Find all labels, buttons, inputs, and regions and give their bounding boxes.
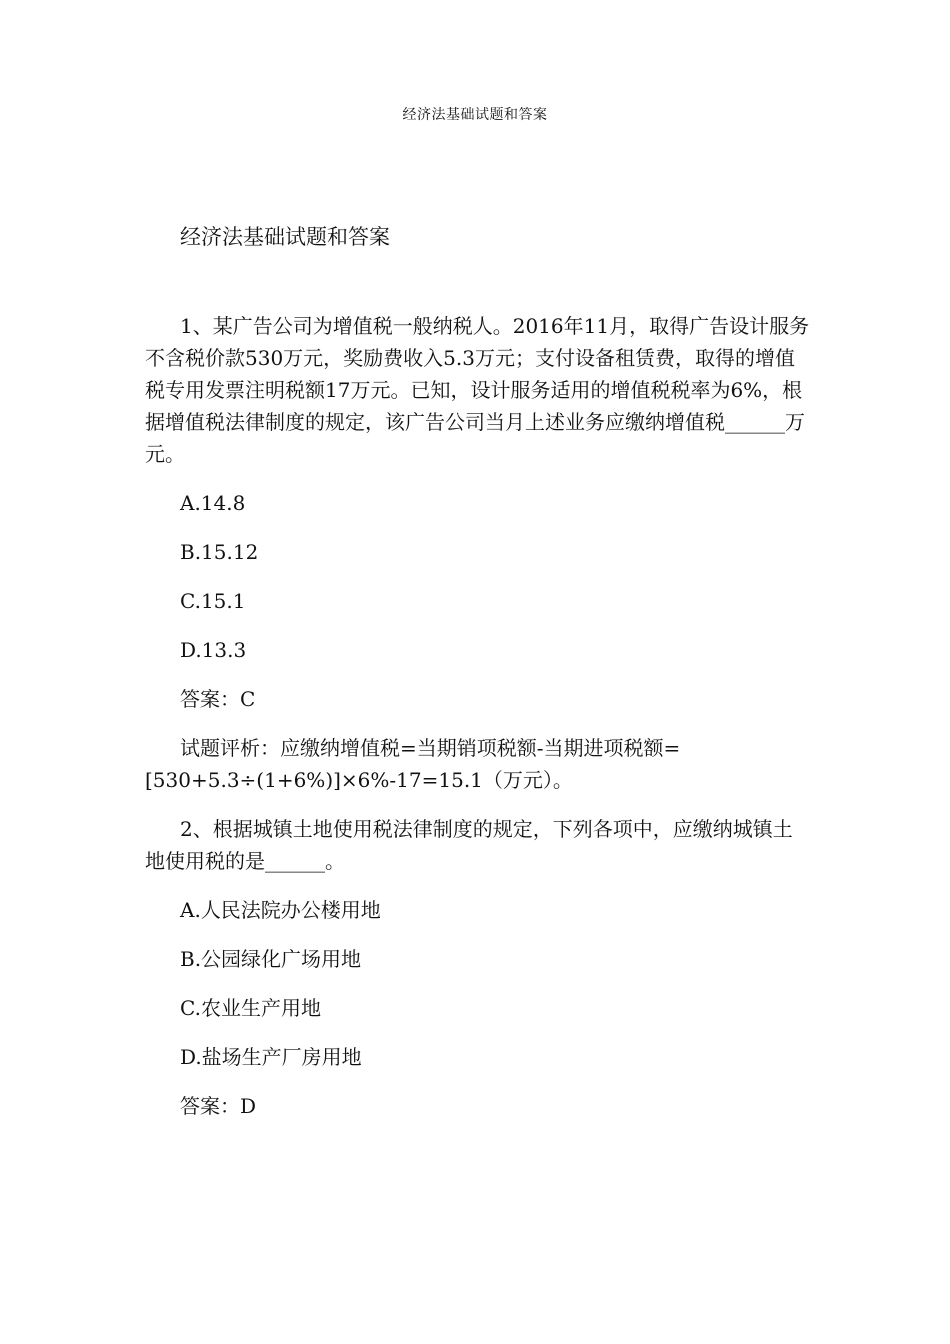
option-d: D.13.3 (180, 638, 247, 662)
document-body (145, 310, 810, 1122)
question-stem: 2、根据城镇土地使用税法律制度的规定，下列各项中，应缴纳城镇土地使用税的是______。 (145, 817, 793, 873)
question-2 (145, 813, 810, 1122)
document-title: 经济法基础试题和答案 (180, 225, 390, 249)
question-1 (145, 310, 810, 796)
option-b: B.公园绿化广场用地 (180, 947, 362, 971)
option-a: A.14.8 (180, 491, 246, 515)
option-c: C.15.1 (180, 589, 246, 613)
option-b: B.15.12 (180, 540, 259, 564)
option-c: C.农业生产用地 (180, 996, 321, 1020)
running-header: 经济法基础试题和答案 (402, 107, 548, 123)
analysis: 试题评析：应缴纳增值税=当期销项税额-当期进项税额=[530+5.3÷(1+6%)]×6%-17=15.1（万元）。 (145, 736, 681, 792)
answer: 答案：D (180, 1094, 257, 1118)
option-d: D.盐场生产厂房用地 (180, 1045, 362, 1069)
question-stem: 1、某广告公司为增值税一般纳税人。2016年11月，取得广告设计服务不含税价款530万元，奖励费收入5.3万元；支付设备租赁费，取得的增值税专用发票注明税额17万元。已知，设计服务适用的增值税税率为6%，根据增值税法律制度的规定，该广告公司当月上述业务应缴纳增值税______万元。 (145, 314, 810, 466)
answer: 答案：C (180, 687, 256, 711)
option-a: A.人民法院办公楼用地 (180, 898, 381, 922)
